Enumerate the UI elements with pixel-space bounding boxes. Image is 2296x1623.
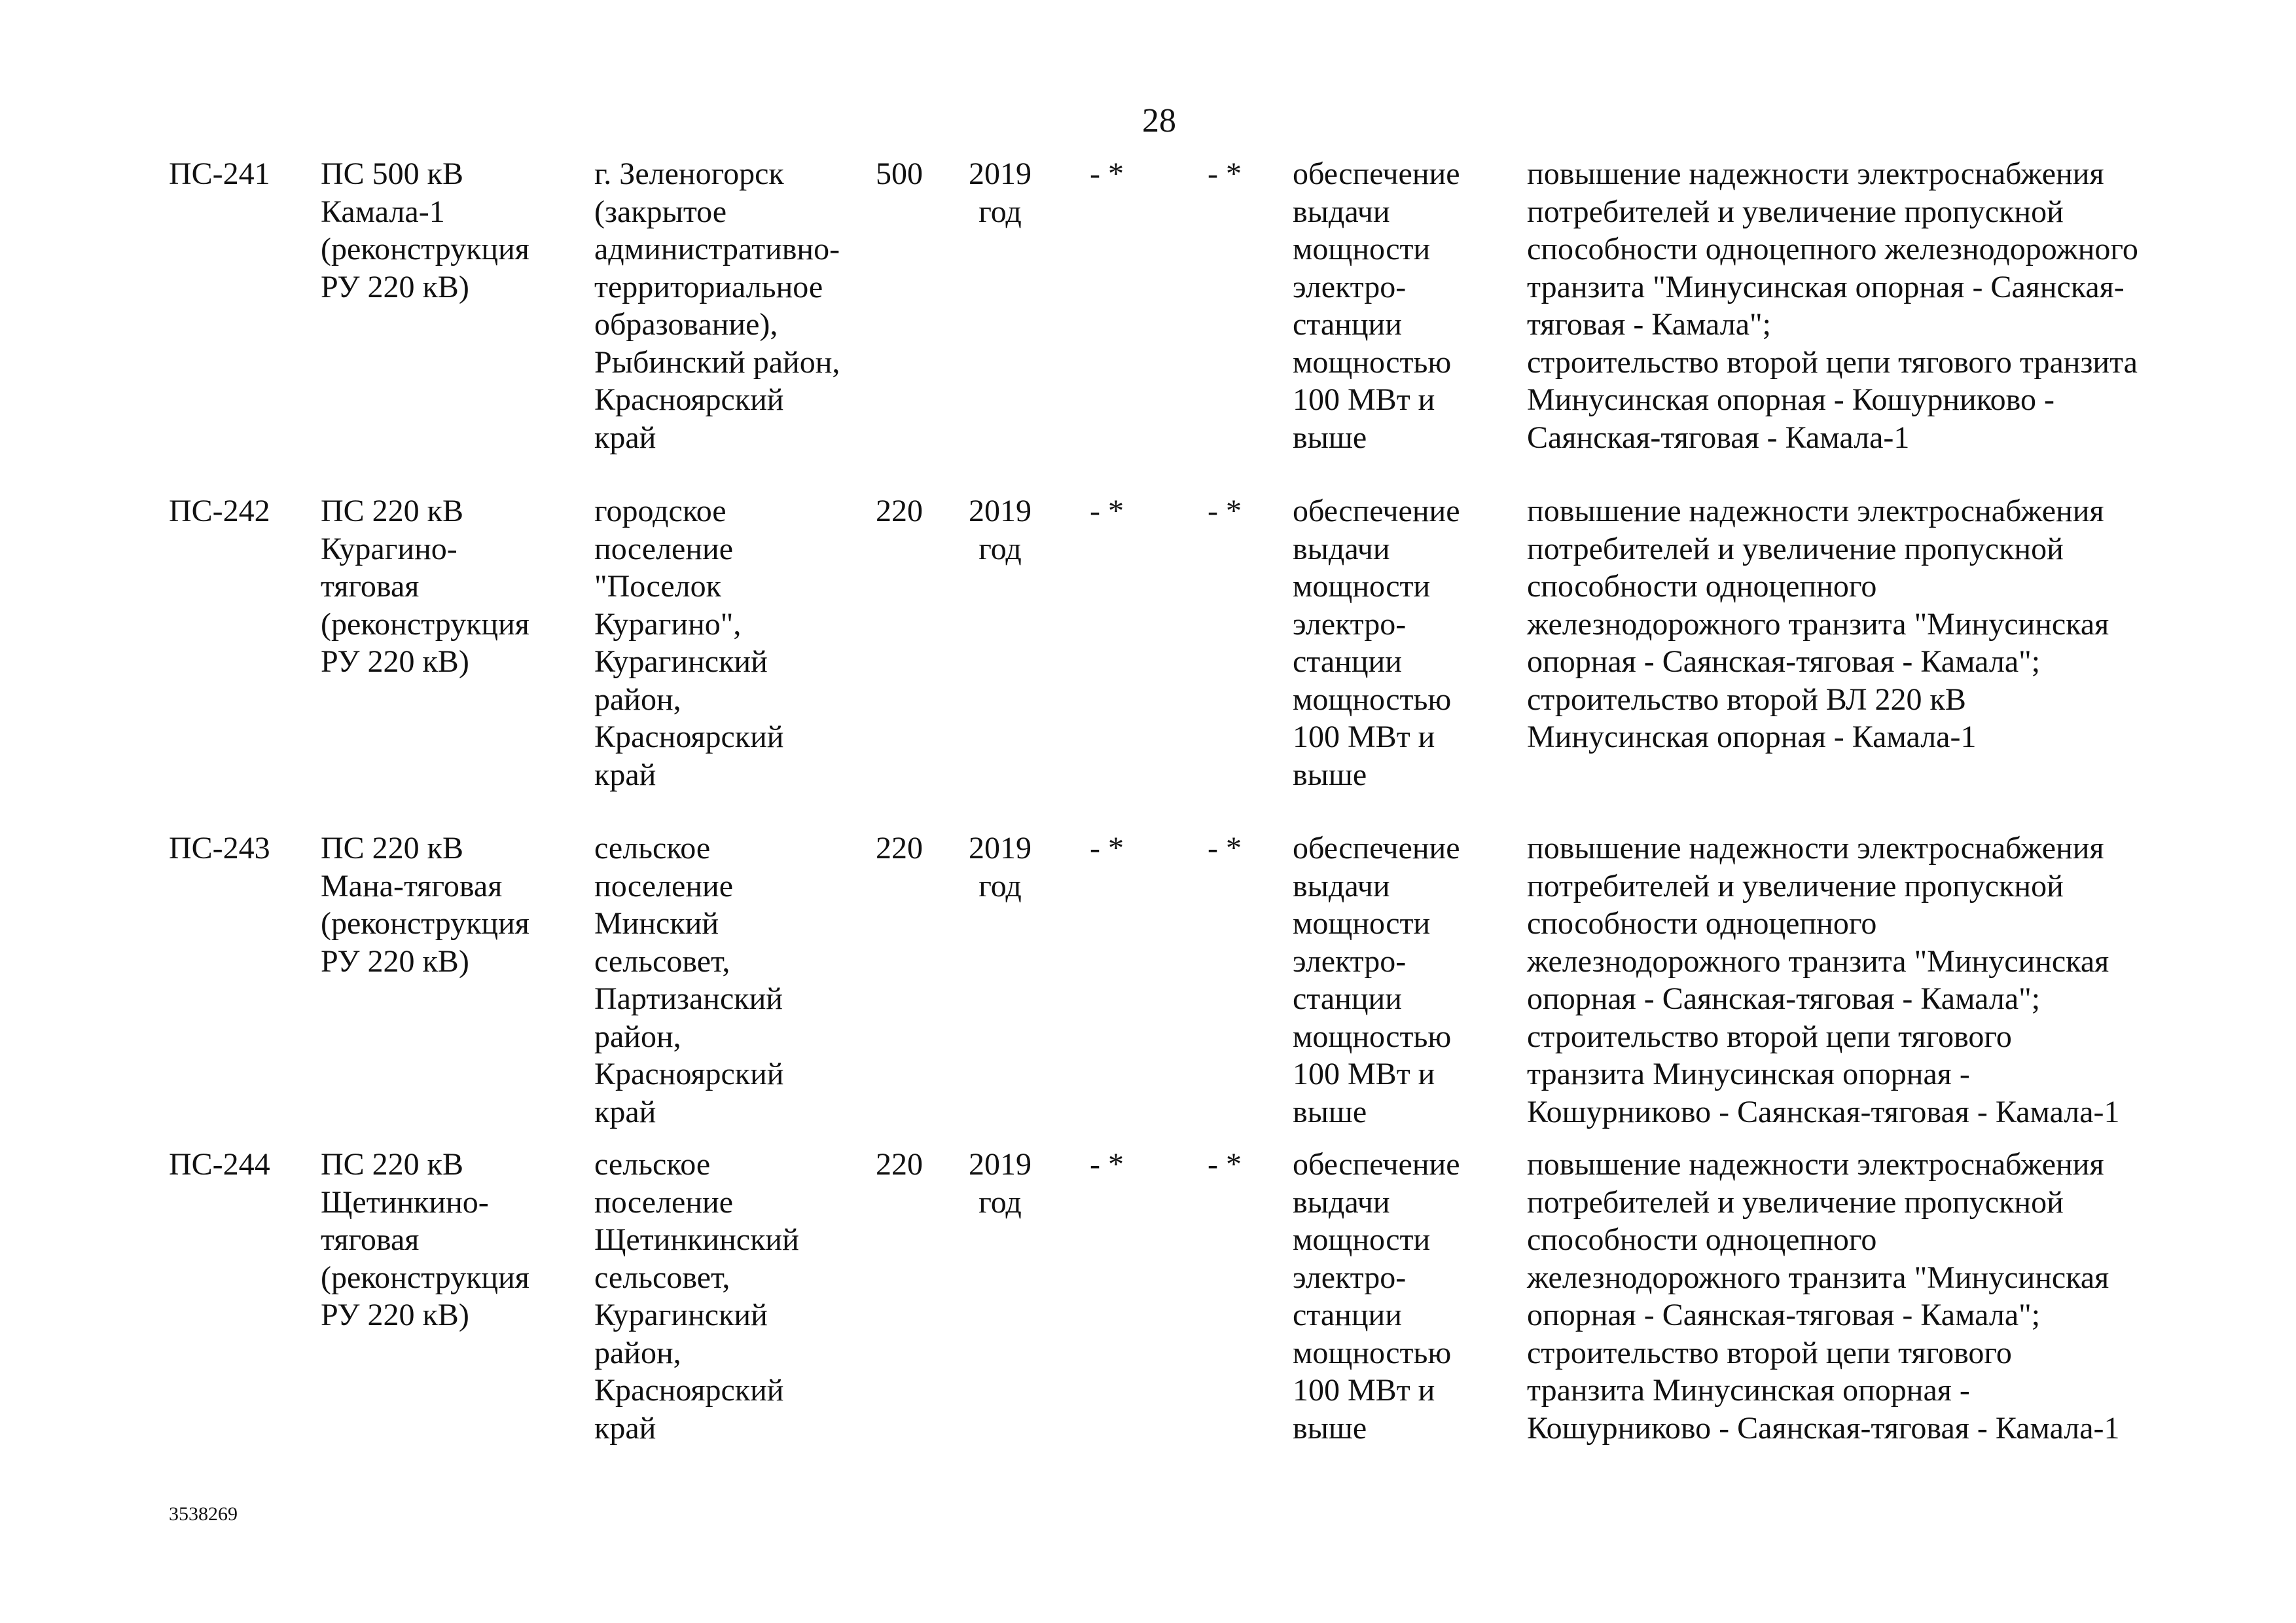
substation-dash-2: - * — [1208, 156, 1242, 191]
substation-name: ПС 220 кВ Курагино- тяговая (реконструкция РУ 220 кВ) — [321, 494, 529, 679]
substation-dash-1: - * — [1090, 156, 1124, 191]
substation-purpose: обеспечение выдачи мощности электро- станции мощностью 100 МВт и выше — [1293, 1147, 1460, 1446]
substation-voltage: 220 — [876, 1147, 923, 1182]
substation-reason: повышение надежности электроснабжения потребителей и увеличение пропускной способности одноцепного железнодорожного транзита "Минусинская опорная - Саянская- тяговая - Камала"; строительство второй цепи тягового транзита Минусинская опорная - Кошурниково - Саянская-тяговая - Камала-1 — [1527, 156, 2138, 455]
table-row — [0, 155, 2296, 496]
substation-dash-1: - * — [1090, 1147, 1124, 1182]
substation-code: ПС-242 — [169, 494, 270, 528]
substation-dash-1: - * — [1090, 831, 1124, 866]
table-row — [0, 1146, 2296, 1486]
substation-voltage: 220 — [876, 494, 923, 528]
table-row — [0, 830, 2296, 1170]
substation-purpose: обеспечение выдачи мощности электро- станции мощностью 100 МВт и выше — [1293, 494, 1460, 792]
document-id: 3538269 — [169, 1503, 238, 1525]
substation-year: 2019 год — [969, 831, 1031, 903]
substation-voltage: 220 — [876, 831, 923, 866]
substation-name: ПС 220 кВ Щетинкино- тяговая (реконструкция РУ 220 кВ) — [321, 1147, 529, 1332]
substation-reason: повышение надежности электроснабжения потребителей и увеличение пропускной способности одноцепного железнодорожного транзита "Минусинская опорная - Саянская-тяговая - Камала"; строительство второй ВЛ 220 кВ Минусинская опорная - Камала-1 — [1527, 494, 2109, 754]
substation-location: городское поселение "Поселок Курагино", Курагинский район, Красноярский край — [594, 494, 784, 792]
substation-dash-2: - * — [1208, 831, 1242, 866]
substation-code: ПС-241 — [169, 156, 270, 191]
table-row — [0, 492, 2296, 833]
substation-location: сельское поселение Щетинкинский сельсовет, Курагинский район, Красноярский край — [594, 1147, 799, 1446]
substation-location: сельское поселение Минский сельсовет, Партизанский район, Красноярский край — [594, 831, 784, 1129]
substation-code: ПС-244 — [169, 1147, 270, 1182]
substation-dash-1: - * — [1090, 494, 1124, 528]
substation-year: 2019 год — [969, 1147, 1031, 1220]
substation-code: ПС-243 — [169, 831, 270, 866]
substation-name: ПС 500 кВ Камала-1 (реконструкция РУ 220 кВ) — [321, 156, 529, 304]
substation-purpose: обеспечение выдачи мощности электро- станции мощностью 100 МВт и выше — [1293, 831, 1460, 1129]
substation-year: 2019 год — [969, 494, 1031, 566]
substation-year: 2019 год — [969, 156, 1031, 229]
substation-voltage: 500 — [876, 156, 923, 191]
substation-location: г. Зеленогорск (закрытое административно- территориальное образование), Рыбинский район, Красноярский край — [594, 156, 840, 455]
substation-reason: повышение надежности электроснабжения потребителей и увеличение пропускной способности одноцепного железнодорожного транзита "Минусинская опорная - Саянская-тяговая - Камала"; строительство второй цепи тягового транзита Минусинская опорная - Кошурниково - Саянская-тяговая - Камала-1 — [1527, 1147, 2120, 1446]
substation-dash-2: - * — [1208, 1147, 1242, 1182]
substation-dash-2: - * — [1208, 494, 1242, 528]
substation-name: ПС 220 кВ Мана-тяговая (реконструкция РУ 220 кВ) — [321, 831, 529, 979]
page-number: 28 — [1142, 102, 1176, 139]
substation-purpose: обеспечение выдачи мощности электро- станции мощностью 100 МВт и выше — [1293, 156, 1460, 455]
substation-reason: повышение надежности электроснабжения потребителей и увеличение пропускной способности одноцепного железнодорожного транзита "Минусинская опорная - Саянская-тяговая - Камала"; строительство второй цепи тягового транзита Минусинская опорная - Кошурниково - Саянская-тяговая - Камала-1 — [1527, 831, 2120, 1129]
